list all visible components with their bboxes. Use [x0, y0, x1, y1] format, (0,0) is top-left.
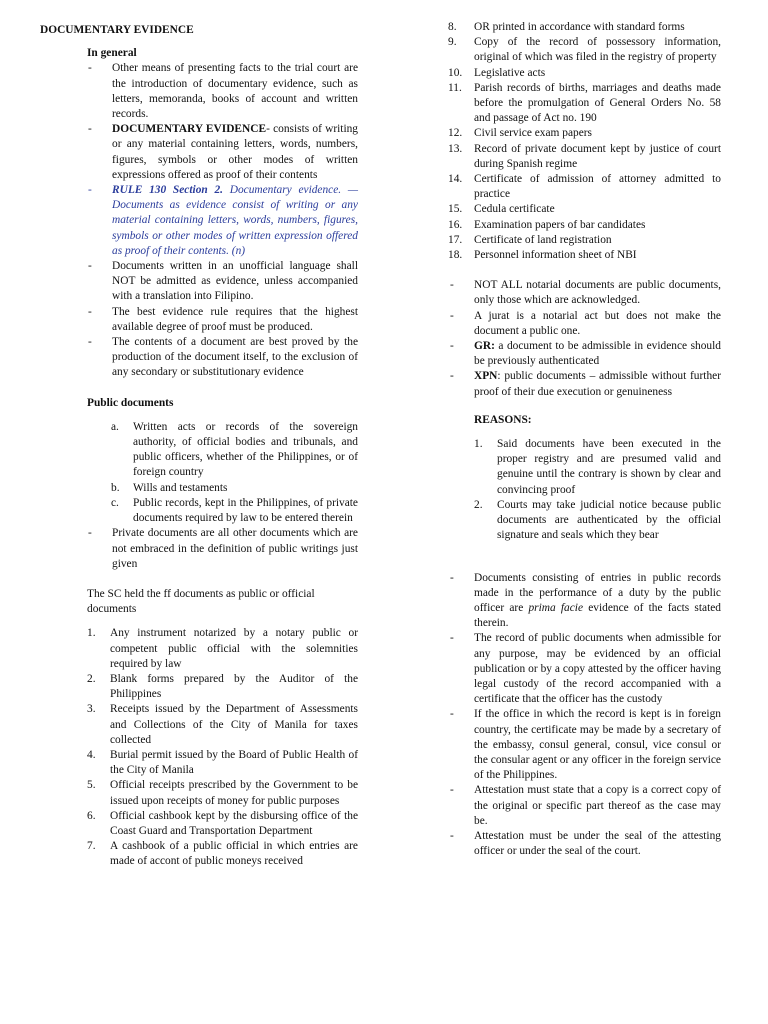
list-item	[87, 672, 358, 702]
list-item: - Attestation must be under the seal of the attesting officer or under the seal of the court.	[448, 829, 721, 859]
list-marker: 5.	[87, 779, 96, 792]
list-text: Receipts issued by the Department of Assessments and Collections of the City of Manila for taxes collected	[110, 703, 358, 746]
list-marker: 17.	[448, 233, 463, 246]
list-text: Burial permit issued by the Board of Public Health of the City of Manila	[110, 748, 358, 777]
right-column	[448, 20, 721, 859]
list-item	[448, 202, 721, 217]
in-general-heading: In general	[87, 47, 137, 60]
list-marker: 8.	[448, 21, 457, 33]
list-item	[40, 496, 358, 526]
public-records-list	[448, 571, 721, 860]
list-marker: a.	[111, 420, 119, 433]
list-text: Civil service exam papers	[474, 127, 592, 140]
list-item: - Other means of presenting facts to the trial court are the introduction of documentary evidence, such as letters, memoranda, books of account and written records.	[40, 61, 358, 122]
list-text: Legislative acts	[474, 66, 546, 79]
rule-130-item	[40, 183, 358, 259]
list-text: Written acts or records of the sovereign authority, of official bodies and tribunals, and public officers, whether of the Philippines, or of foreign country	[133, 420, 358, 479]
list-marker: c.	[111, 496, 119, 509]
list-marker: 4.	[87, 748, 96, 761]
prima-facie-term: prima facie	[528, 601, 584, 614]
list-text: Said documents have been executed in the proper registry and are presumed valid and genuine until the contrary is shown by clear and convincing proof	[497, 438, 721, 496]
list-text: Public records, kept in the Philippines, of private documents required by law to be entered therein	[133, 496, 358, 525]
xpn-label: XPN	[474, 370, 498, 383]
list-item	[448, 66, 721, 81]
list-marker: 14.	[448, 173, 463, 186]
list-text: Cedula certificate	[474, 203, 555, 216]
rule-text: Documentary evidence. — Documents as evidence consist of writing or any material containing letters, words, numbers, figures, symbols or other modes of written expression offered as proof of their contents. (n)	[112, 184, 358, 257]
list-text: Examination papers of bar candidates	[474, 218, 646, 231]
list-text: Certificate of admission of attorney admitted to practice	[474, 173, 721, 201]
list-marker: b.	[111, 481, 120, 494]
list-item: - The contents of a document are best proved by the production of the document itself, to the exclusion of any secondary or substitutionary evidence	[40, 335, 358, 381]
xpn-text: : public documents – admissible without further proof of their due execution or genuineness	[474, 370, 721, 398]
list-item: - The best evidence rule requires that the highest available degree of proof must be produced.	[40, 305, 358, 335]
list-item	[448, 498, 721, 544]
list-marker: 7.	[87, 840, 96, 853]
list-item	[87, 748, 358, 778]
list-marker: 12.	[448, 127, 463, 140]
list-marker: 2.	[474, 498, 483, 511]
rule-citation: RULE 130 Section 2.	[112, 184, 223, 197]
document-title: DOCUMENTARY EVIDENCE	[40, 24, 194, 36]
list-item	[448, 437, 721, 498]
reasons-heading: REASONS:	[474, 413, 532, 426]
list-item	[448, 172, 721, 202]
gr-text: a document to be admissible in evidence should be previously authenticated	[474, 340, 721, 368]
list-text: A cashbook of a public official in which entries are made of accont of public moneys received	[110, 840, 358, 868]
list-item	[448, 35, 721, 65]
list-item	[40, 420, 358, 481]
list-marker: 10.	[448, 66, 463, 79]
list-item: - A jurat is a notarial act but does not make the document a public one.	[448, 309, 721, 339]
private-documents-note-list	[40, 526, 358, 572]
list-text: Official cashbook kept by the disbursing office of the Coast Guard and Transportation Department	[110, 809, 358, 837]
list-marker: 18.	[448, 249, 463, 262]
definition-text: - consists of writing or any material containing letters, words, numbers, figures, symbols or other modes of written expressions offered as proof of their contents	[112, 123, 358, 181]
list-item: - Documents written in an unofficial language shall NOT be admitted as evidence, unless accompanied with a translation into Filipino.	[40, 259, 358, 305]
list-item	[87, 702, 358, 748]
public-documents-heading: Public documents	[87, 396, 174, 409]
list-marker: 9.	[448, 36, 457, 49]
gr-label: GR:	[474, 340, 495, 353]
list-marker: 3.	[87, 703, 96, 716]
list-text: Parish records of births, marriages and deaths made before the promulgation of General Orders No. 58 and passage of Act no. 190	[474, 81, 721, 125]
list-item	[87, 809, 358, 839]
sc-held-list-part2	[448, 20, 721, 263]
list-marker: 1.	[474, 438, 483, 451]
notarial-list	[448, 278, 721, 400]
list-item	[448, 339, 721, 369]
list-item	[448, 126, 721, 141]
list-text: evidence of the facts stated therein.	[474, 601, 722, 630]
list-item	[448, 81, 721, 127]
list-text: Wills and testaments	[133, 481, 228, 494]
list-item	[40, 122, 358, 183]
in-general-list	[40, 61, 358, 380]
list-marker: 13.	[448, 142, 463, 155]
reasons-list	[448, 437, 721, 543]
list-item: - If the office in which the record is kept is in foreign country, the certificate may be made by a secretary of the embassy, consul general, consul, vice consul or the consular agent or any officer in the foreign service of the Philippines.	[448, 707, 721, 783]
list-marker: 1.	[87, 627, 96, 640]
list-marker: 2.	[87, 672, 96, 685]
list-item	[87, 778, 358, 808]
list-marker: 15.	[448, 203, 463, 216]
list-item	[448, 248, 721, 263]
list-text: Documents consisting of entries in public records made in the performance of a duty by the public officer are	[474, 571, 721, 614]
list-item	[448, 142, 721, 172]
list-item: - Attestation must state that a copy is a correct copy of the original or specific part thereof as the case may be.	[448, 783, 721, 829]
public-documents-list	[40, 420, 358, 526]
list-text: Any instrument notarized by a notary public or competent public official with the solemnities required by law	[110, 627, 358, 670]
list-text: Copy of the record of possessory information, original of which was filed in the registry of property	[474, 36, 721, 64]
list-marker: 16.	[448, 218, 463, 231]
list-text: Official receipts prescribed by the Government to be issued upon receipts of money for public purposes	[110, 779, 358, 807]
list-text: OR printed in accordance with standard forms	[474, 21, 685, 33]
list-item	[448, 369, 721, 399]
list-item: - The record of public documents when admissible for any purpose, may be evidenced by an official publication or by a copy attested by the officer having legal custody of the record accompanied with a certificate that the officer has the custody	[448, 631, 721, 707]
list-text: Record of private document kept by justice of court during Spanish regime	[474, 142, 721, 170]
list-text: Blank forms prepared by the Auditor of the Philippines	[110, 672, 358, 701]
list-marker: 11.	[448, 81, 462, 94]
list-text: Certificate of land registration	[474, 233, 612, 246]
sc-held-intro: The SC held the ff documents as public or official documents	[87, 587, 315, 616]
list-item: - NOT ALL notarial documents are public documents, only those which are acknowledged.	[448, 278, 721, 308]
list-text: Courts may take judicial notice because public documents are authenticated by the official signature and seals which they bear	[497, 498, 721, 542]
list-item	[87, 839, 358, 869]
list-item	[448, 571, 721, 632]
sc-held-list-part1	[87, 626, 358, 869]
list-marker: 6.	[87, 809, 96, 822]
list-item	[448, 233, 721, 248]
list-item	[87, 626, 358, 672]
left-column	[40, 20, 358, 870]
list-text: Personnel information sheet of NBI	[474, 249, 637, 262]
list-item	[448, 218, 721, 233]
list-item	[40, 481, 358, 496]
term-documentary-evidence: DOCUMENTARY EVIDENCE	[112, 123, 267, 136]
list-item: - Private documents are all other documents which are not embraced in the definition of public writings just given	[40, 526, 358, 572]
list-item	[448, 20, 721, 35]
